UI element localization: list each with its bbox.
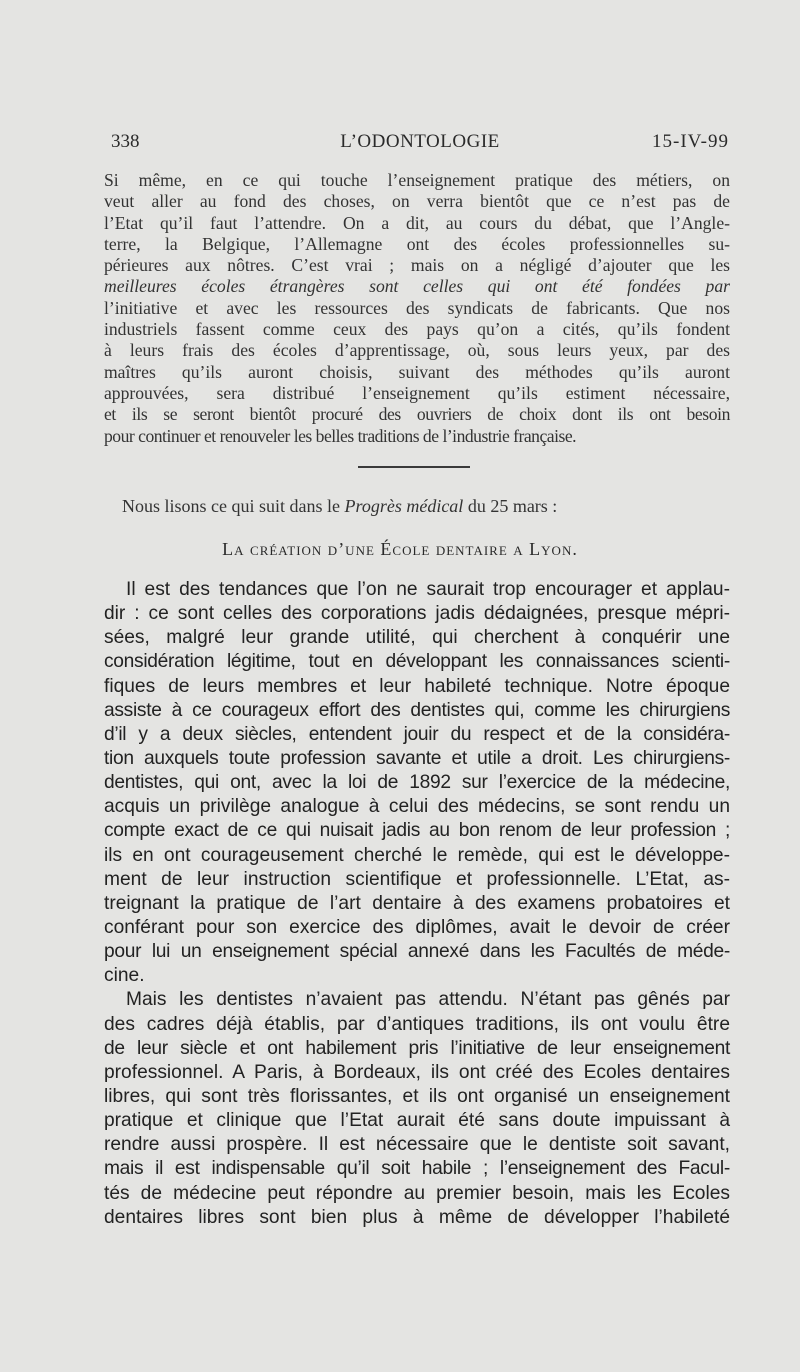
- text-line: cine.: [104, 965, 145, 987]
- text-line: Mais les dentistes n’avaient pas attendu. N’étant pas gênés par: [126, 989, 730, 1011]
- text-line: ils en ont courageusement cherché le remède, qui est le développe-: [104, 844, 730, 866]
- text-line: treignant la pratique de l’art dentaire à des examens probatoires et: [104, 892, 730, 914]
- text-line: à leurs frais des écoles d’apprentissage, où, sous leurs yeux, par des: [104, 340, 730, 361]
- text-line: veut aller au fond des choses, on verra bientôt que ce n’est pas de: [104, 191, 730, 212]
- text-line: professionnel. A Paris, à Bordeaux, ils ont créé des Ecoles dentaires: [104, 1061, 730, 1083]
- section-divider: [358, 466, 470, 468]
- text-line: acquis un privilège analogue à celui des médecins, se sont rendu un: [104, 796, 730, 818]
- text-line: pratique et clinique que l’Etat aurait été sans doute impuissant à: [104, 1110, 730, 1132]
- article-body: [104, 578, 730, 1230]
- text-line: compte exact de ce qui nuisait jadis au bon renom de leur profession ;: [104, 820, 730, 842]
- journal-title: L’ODONTOLOGIE: [340, 131, 500, 152]
- text-line: d’il y a deux siècles, entendent jouir du respect et de la considéra-: [104, 723, 730, 745]
- text-line: Si même, en ce qui touche l’enseignement pratique des métiers, on: [104, 170, 730, 190]
- running-header: [111, 131, 729, 157]
- text-line: maîtres qu’ils auront choisis, suivant des méthodes qu’ils auront: [104, 361, 730, 382]
- first-paragraph: [104, 170, 730, 447]
- text-line: rendre aussi prospère. Il est nécessaire que le dentiste soit savant,: [104, 1134, 730, 1156]
- text-line: conférant pour son exercice des diplômes, avait le devoir de créer: [104, 916, 730, 938]
- text-line: l’Etat qu’il faut l’attendre. On a dit, au cours du débat, que l’Angle-: [104, 212, 730, 233]
- text-line: libres, qui sont très florissantes, et ils ont organisé un enseignement: [104, 1085, 730, 1107]
- source-title: Progrès médical: [344, 496, 464, 516]
- text-line: périeures aux nôtres. C’est vrai ; mais on a négligé d’ajouter que les: [104, 255, 730, 276]
- text-line: approuvées, sera distribué l’enseignement qu’ils estiment nécessaire,: [104, 382, 730, 403]
- text-line: sées, malgré leur grande utilité, qui cherchent à conquérir une: [104, 627, 730, 649]
- text-line: de leur siècle et ont habilement pris l’initiative de leur enseignement: [104, 1037, 730, 1059]
- text-line: dir : ce sont celles des corporations jadis dédaignées, presque mépri-: [104, 603, 730, 625]
- text-line: ment de leur instruction scientifique et professionnelle. L’Etat, as-: [104, 868, 730, 890]
- text-line: pour continuer et renouveler les belles traditions de l’industrie française.: [104, 425, 577, 446]
- page-number: 338: [111, 131, 140, 152]
- text-line: et ils se seront bientôt procuré des ouvriers de choix dont ils ont besoin: [104, 404, 730, 425]
- text-line: tion auxquels toute profession savante et utile a droit. Les chirurgiens-: [104, 747, 730, 769]
- text-line: tés de médecine peut répondre au premier besoin, mais les Ecoles: [104, 1182, 730, 1204]
- text-line: industriels fassent comme ceux des pays qu’on a cités, qu’ils fondent: [104, 319, 730, 340]
- source-introduction: [122, 496, 557, 517]
- text-line: assiste à ce courageux effort des dentistes qui, comme les chirurgiens: [104, 699, 730, 721]
- text-line: fiques de leurs membres et leur habileté technique. Notre époque: [104, 675, 730, 697]
- intro-text: Nous lisons ce qui suit dans le: [122, 496, 345, 516]
- text-line: Il est des tendances que l’on ne saurait trop encourager et applau-: [126, 579, 730, 600]
- text-line: dentaires libres sont bien plus à même de développer l’habileté: [104, 1206, 730, 1228]
- intro-date: du 25 mars :: [463, 496, 558, 516]
- text-line: l’initiative et avec les ressources des syndicats de fabricants. Que nos: [104, 297, 730, 318]
- issue-date: 15-IV-99: [652, 131, 729, 152]
- text-line: pour lui un enseignement spécial annexé dans les Facultés de méde-: [104, 941, 730, 963]
- text-line: mais il est indispensable qu’il soit habile ; l’enseignement des Facul-: [104, 1158, 730, 1180]
- text-line: considération légitime, tout en développant les connaissances scienti-: [104, 651, 730, 673]
- text-line: des cadres déjà établis, par d’antiques traditions, ils ont voulu être: [104, 1013, 730, 1035]
- article-title: La création d’une École dentaire a Lyon.: [222, 539, 578, 559]
- text-line: meilleures écoles étrangères sont celles qui ont été fondées par: [104, 276, 730, 297]
- text-line: dentistes, qui ont, avec la loi de 1892 sur l’exercice de la médecine,: [104, 772, 730, 794]
- text-line: terre, la Belgique, l’Allemagne ont des écoles professionnelles su-: [104, 233, 730, 254]
